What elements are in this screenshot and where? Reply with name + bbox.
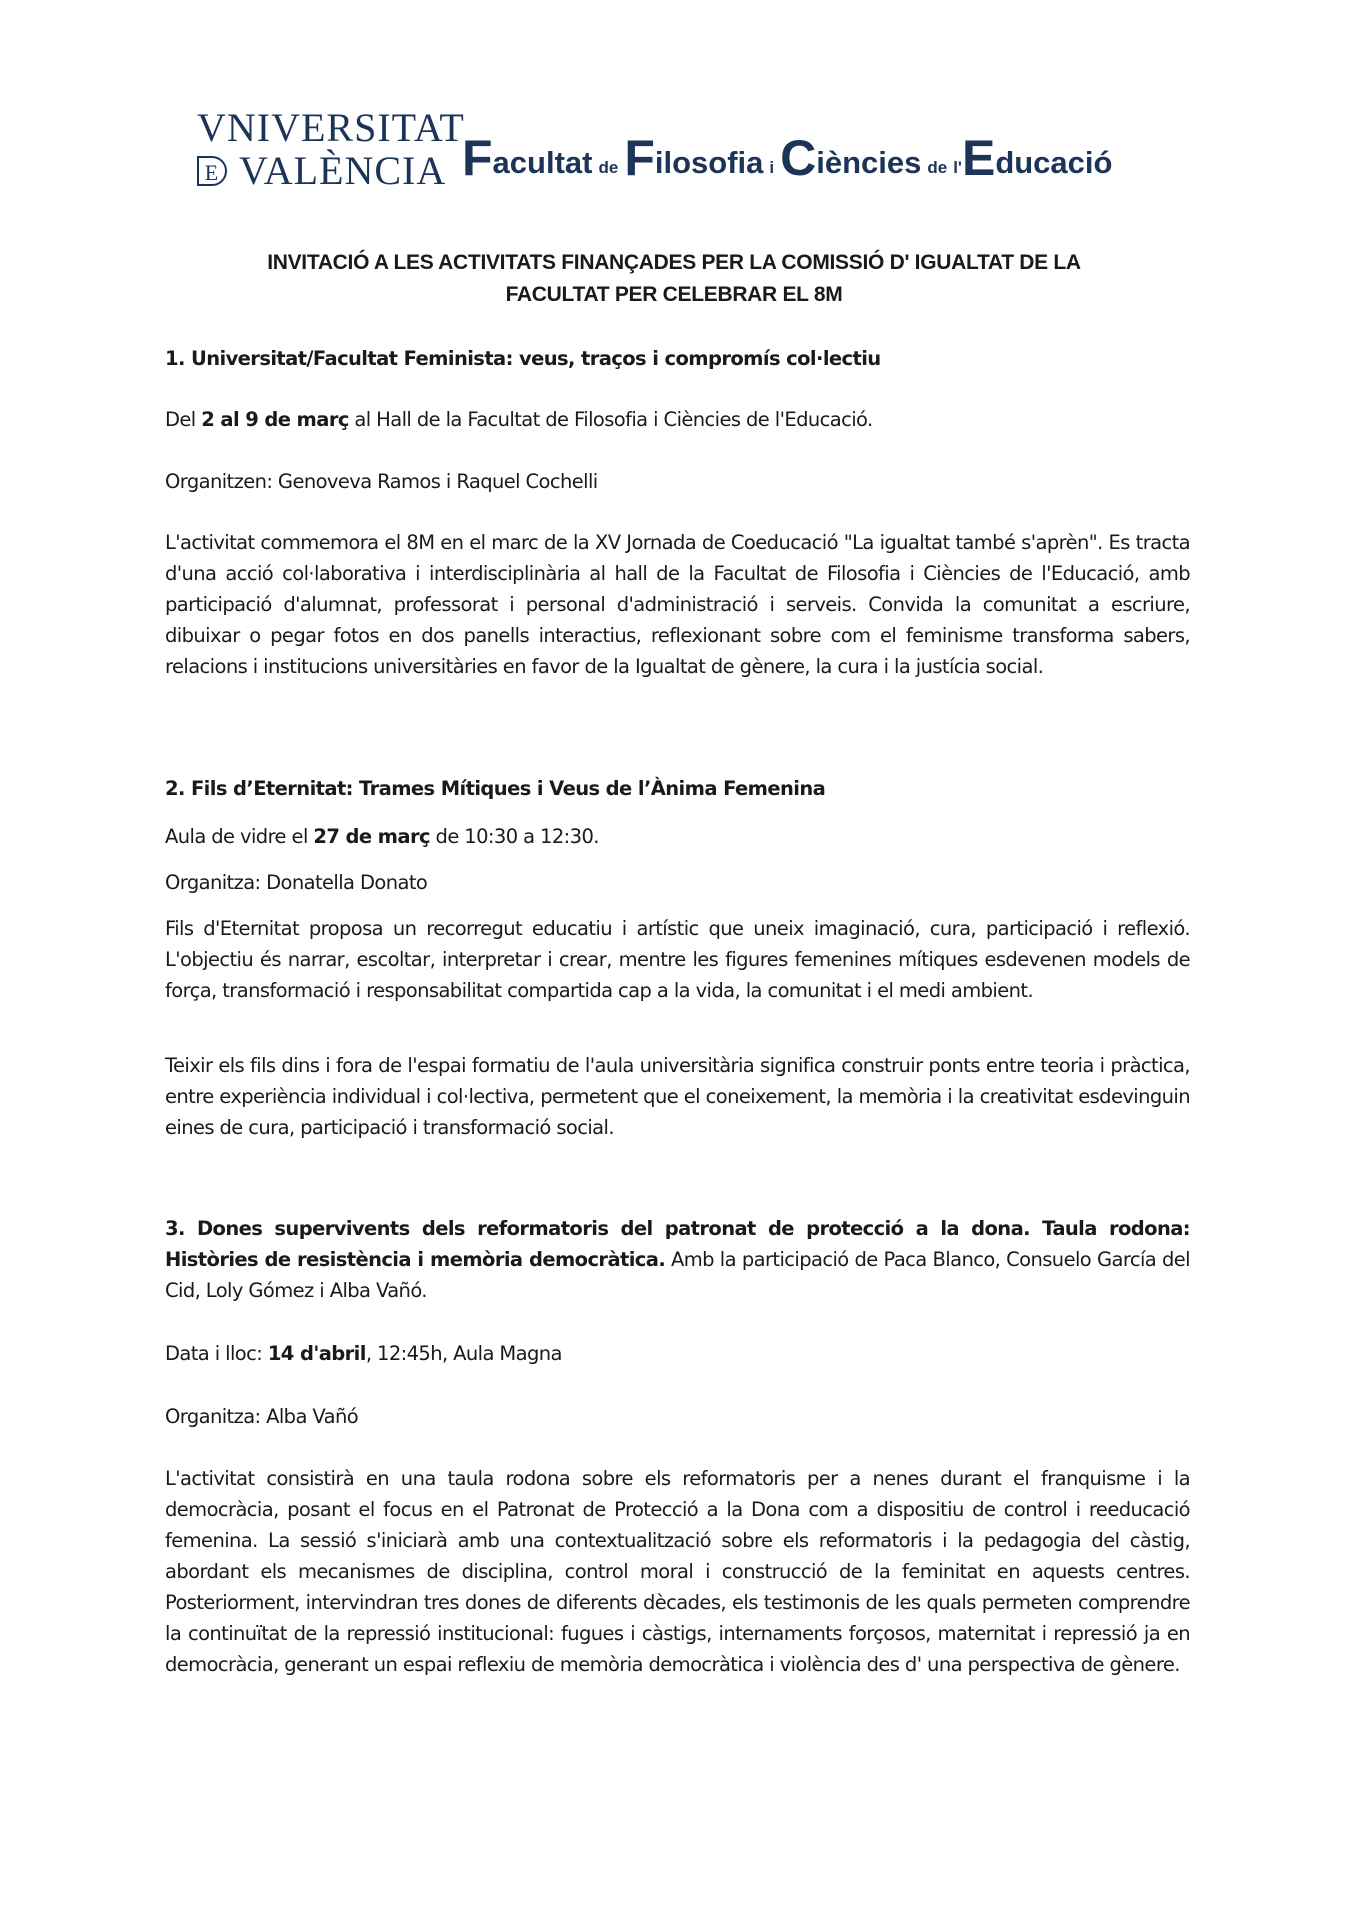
section-3-paragraph: L'activitat consistirà en una taula rodona sobre els reformatoris per a nenes durant el franquisme i la democràcia, posant el focus en el Patronat de Protecció a la Dona com a dispositiu de control i reeducació femenina. La sessió s'iniciarà amb una contextualització sobre els reformatoris i la pedagogia del càstig, abordant els mecanismes de disciplina, control moral i construcció de la feminitat en aquests centres. Posteriorment, intervindran tres dones de diferents dècades, els testimonis de les quals permeten comprendre la continuïtat de la repressió institucional: fugues i càstigs, internaments forçosos, maternitat i repressió ja en democràcia, generant un espai reflexiu de memòria democràtica i violència des d' una perspectiva de gènere.	[165, 1467, 1190, 1676]
section-2-organizers: Organitza: Donatella Donato	[165, 871, 428, 894]
document-title: INVITACIÓ A LES ACTIVITATS FINANÇADES PER LA COMISSIÓ D' IGUALTAT DE LA FACULTAT PER CELEBRAR EL 8M	[267, 251, 1081, 306]
section-2-paragraph-2: Teixir els fils dins i fora de l'espai formatiu de l'aula universitària significa construir ponts entre teoria i pràctica, entre experiència individual i col·lectiva, permetent que el coneixement, la memòria i la creativitat esdevinguin eines de cura, participació i transformació social.	[165, 1054, 1190, 1139]
section-1-organizers: Organitzen: Genoveva Ramos i Raquel Cochelli	[165, 470, 598, 493]
section-1-heading: 1. Universitat/Facultat Feminista: veus, traços i compromís col·lectiu	[165, 347, 881, 370]
section-2-when: Aula de vidre el 27 de març de 10:30 a 12:30.	[165, 825, 599, 848]
section-1-when: Del 2 al 9 de març al Hall de la Facultat de Filosofia i Ciències de l'Educació.	[165, 408, 873, 431]
section-1-paragraph: L'activitat commemora el 8M en el marc de la XV Jornada de Coeducació "La igualtat també s'aprèn". Es tracta d'una acció col·laborativa i interdisciplinària al hall de la Facultat de Filosofia i Ciències de l'Educació, amb participació d'alumnat, professorat i personal d'administració i serveis. Convida la comunitat a escriure, dibuixar o pegar fotos en dos panells interactius, reflexionant sobre com el feminisme transforma sabers, relacions i institucions universitàries en favor de la Igualtat de gènere, la cura i la justícia social.	[165, 531, 1190, 678]
logo-line-1: VNIVERSITAT	[197, 105, 465, 150]
section-3-when: Data i lloc: 14 d'abril, 12:45h, Aula Magna	[165, 1342, 562, 1365]
universitat-valencia-logo	[197, 105, 465, 193]
section-3-heading: 3. Dones supervivents dels reformatoris del patronat de protecció a la dona. Taula rodona: Històries de resistència i memòria democràtica. Amb la participació de Paca Blanco, Consuelo García del Cid, Loly Gómez i Alba Vañó.	[165, 1217, 1191, 1302]
seal-icon: E	[197, 156, 227, 186]
logo-line-2: VALÈNCIA	[239, 148, 447, 193]
section-3-organizers: Organitza: Alba Vañó	[165, 1405, 359, 1428]
faculty-logo: F acultat de F ilosofia i C iències de l' E ducació	[462, 130, 1113, 186]
section-2-paragraph-1: Fils d'Eternitat proposa un recorregut educatiu i artístic que uneix imaginació, cura, participació i reflexió. L'objectiu és narrar, escoltar, interpretar i crear, mentre les figures femenines mítiques esdevenen models de força, transformació i responsabilitat compartida cap a la vida, la comunitat i el medi ambient.	[165, 917, 1190, 1002]
section-2-heading: 2. Fils d’Eternitat: Trames Mítiques i Veus de l’Ànima Femenina	[165, 777, 826, 800]
